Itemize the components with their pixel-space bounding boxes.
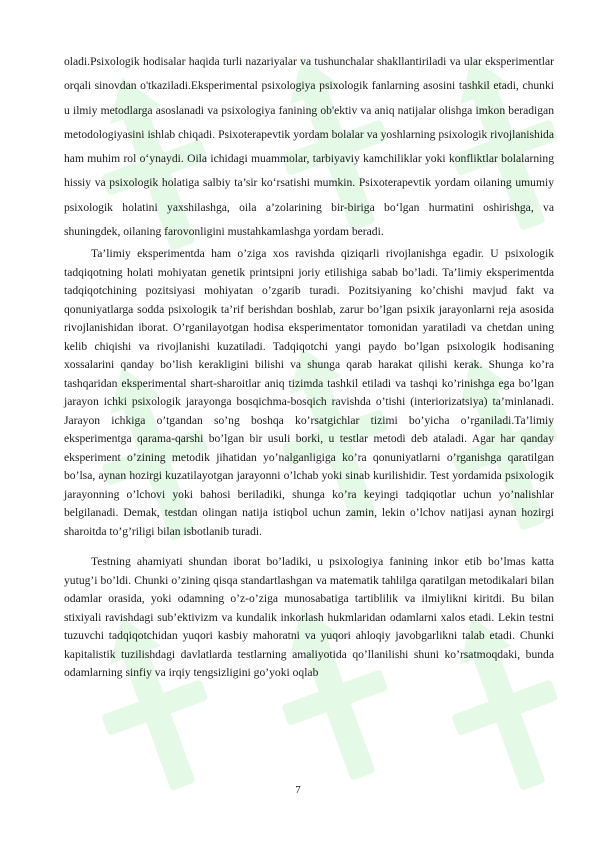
document-body [64,50,554,683]
paragraph-1: oladi.Psixologik hodisalar haqida turli nazariyalar va tushunchalar shakllantiriladi va ular eksperimentlar orqali sinovdan o'tkaziladi.Eksperimental psixologiya psixologik fanlarning asosini tashkil etadi, chunki u ilmiy metodlarga asoslanadi va psixologiya fanining ob'ektiv va aniq natijalar olishga imkon beradigan metodologiyasini ishlab chiqadi. Psixoterapevtik yordam bolalar va yoshlarning psixologik rivojlanishida ham muhim rol o‘ynaydi. Oila ichidagi muammolar, tarbiyaviy kamchiliklar yoki konfliktlar bolalarning hissiy va psixologik holatiga salbiy ta’sir ko‘rsatishi mumkin. Psixoterapevtik yordam oilaning umumiy psixologik holatini yaxshilashga, oila a’zolarining bir-biriga bo‘lgan hurmatini oshirishga, va shuningdek, oilaning farovonligini mustahkamlashga yordam beradi. [64,55,554,239]
page-number: 7 [295,784,301,796]
paragraph-3: Testning ahamiyati shundan iborat bo’ladiki, u psixologiya fanining inkor etib bo’lmas katta yutug’i bo’ldi. Chunki o’zining qisqa standartlashgan va matematik tahlilga qaratilgan metodikalari bilan odamlar orasida, yoki odamning o’z-o’ziga munosabatiga tartiblilik va ilmiylikni kiritdi. Bu bilan stixiyali ravishdagi sub’ektivizm va kundalik inkorlash hukmlaridan odamlarni xalos etadi. Lekin testni tuzuvchi tadqiqotchidan yuqori kasbiy mahoratni va yuqori ahloqiy javobgarlikni talab etadi. Chunki kapitalistik tuzilishdagi davlatlarda testlarning amaliyotida qo’llanilishi shuni ko’rsatmoqdaki, bunda odamlarning sinfiy va irqiy tengsizligini go’yoki oqlab [64,555,554,680]
paragraph-2: Ta’limiy eksperimentda ham o’ziga xos ravishda qiziqarli rivojlanishga egadir. U psixologik tadqiqotning holati mohiyatan genetik printsipni joriy etilishiga sabab bo’ladi. Ta’limiy eksperimentda tadqiqotchining pozitsiyasi mohiyatan o’zgarib turadi. Pozitsiyaning ko’chishi mavjud fakt va qonuniyatlarga sodda psixologik ta’rif berishdan boshlab, zarur bo’lgan psixik jarayonlarni reja asosida rivojlanishidan iborat. O’rganilayotgan hodisa eksperimentator tomonidan yaratiladi va chetdan uning kelib chiqishi va rivojlanishi kuzatiladi. Tadqiqotchi yangi paydo bo’lgan psixologik hodisaning xossalarini qanday bo’lish kerakligini bilishi va shunga qarab harakat qilishi kerak. Shunga ko’ra tashqaridan eksperimental shart-sharoitlar aniq tizimda tashkil etiladi va tashqi ko’rinishga ega bo’lgan jarayon ichki psixologik jarayonga bosqichma-bosqich ravishda o’tishi (interiorizatsiya) ta’minlanadi. Jarayon ichkiga o’tgandan so’ng boshqa ko’rsatgichlar tizimi bo’yicha o’rganiladi.Ta’limiy eksperimentga qarama-qarshi bo’lgan bir usuli borki, u testlar metodi deb ataladi. Agar har qanday eksperiment o’zining metodik jihatidan yo’nalganligiga ko’ra qonuniyatlarni o’rganishga qaratilgan bo’lsa, aynan hozirgi kuzatilayotgan jarayonni o’lchab yoki sinab kurilishidir. Test yordamida psixologik jarayonning o’lchovi yoki bahosi beriladiki, shunga ko’ra keyingi tadqiqotlar uchun yo’nalishlar belgilanadi. Demak, testdan olingan natija istiqbol uchun zamin, lekin o’lchov natijasi aynan hozirgi sharoitda to’g’riligi bilan isbotlanib turadi. [64,247,554,538]
